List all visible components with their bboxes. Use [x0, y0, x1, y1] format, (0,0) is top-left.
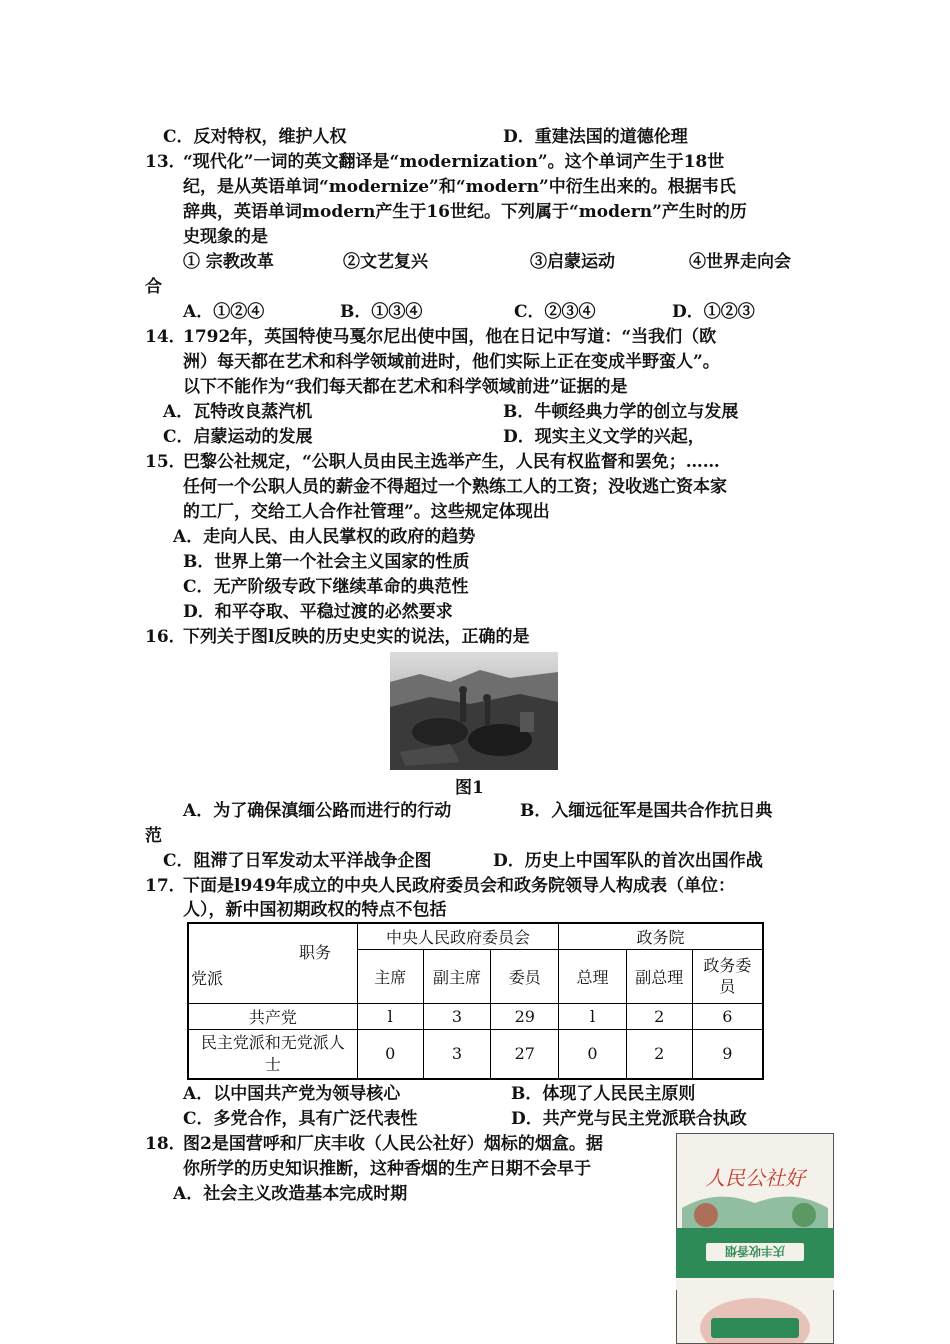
table-cell: 3 — [423, 1003, 491, 1029]
table-cell: 0 — [357, 1029, 423, 1079]
column-header: 委员 — [491, 949, 559, 1003]
q14-option-a: A．瓦特改良蒸汽机 — [163, 402, 313, 422]
corner-label-position: 职务 — [299, 943, 332, 962]
figure-1-photo — [390, 652, 558, 770]
q18-stem-line1: 图2是国营呼和厂庆丰收（人民公社好）烟标的烟盒。据 — [183, 1134, 603, 1154]
table-cell: 27 — [491, 1029, 559, 1079]
column-header: 主席 — [357, 949, 423, 1003]
q15-stem-line2: 任何一个公职人员的薪金不得超过一个熟练工人的工资；没收逃亡资本家 — [183, 477, 727, 497]
table-row — [188, 1003, 763, 1029]
table-cell: 29 — [491, 1003, 559, 1029]
q13-option-d: D．①②③ — [672, 302, 755, 322]
q15-option-a: A．走向人民、由人民掌权的政府的趋势 — [173, 527, 476, 547]
q15-option-c: C．无产阶级专政下继续革命的典范性 — [183, 577, 469, 597]
q18-number: 18． — [145, 1134, 186, 1154]
q15-stem-line3: 的工厂，交给工人合作社管理”。这些规定体现出 — [183, 502, 550, 522]
q13-item-4-wrap: 合 — [145, 277, 162, 297]
q16-option-b-wrap: 范 — [145, 826, 162, 846]
q12-option-c: C．反对特权，维护人权 — [163, 127, 347, 147]
q14-number: 14． — [145, 327, 186, 347]
column-header: 副主席 — [423, 949, 491, 1003]
row-party: 共产党 — [188, 1003, 357, 1029]
q15-number: 15． — [145, 452, 186, 472]
table-cell: 2 — [626, 1003, 692, 1029]
q13-stem-line2: 纪，是从英语单词“modernize”和“modern”中衍生出来的。根据韦氏 — [183, 177, 736, 197]
q12-option-d: D．重建法国的道德伦理 — [503, 127, 688, 147]
row-party: 民主党派和无党派人士 — [188, 1029, 357, 1079]
q13-option-c: C．②③④ — [514, 302, 596, 322]
q13-number: 13． — [145, 152, 186, 172]
q17-stem-line1: 下面是l949年成立的中央人民政府委员会和政务院领导人构成表（单位： — [183, 876, 735, 896]
table-cell: l — [559, 1003, 627, 1029]
table-cell: 0 — [559, 1029, 627, 1079]
q13-item-3: ③启蒙运动 — [530, 252, 615, 272]
column-header: 总理 — [559, 949, 627, 1003]
table-cell: l — [357, 1003, 423, 1029]
q13-option-a: A．①②④ — [183, 302, 265, 322]
q17-option-d: D．共产党与民主党派联合执政 — [511, 1109, 747, 1129]
q18-stem-line2: 你所学的历史知识推断，这种香烟的生产日期不会早于 — [183, 1159, 591, 1179]
q14-option-d: D．现实主义文学的兴起， — [503, 427, 705, 447]
q17-number: 17． — [145, 876, 186, 896]
q15-option-b: B．世界上第一个社会主义国家的性质 — [183, 552, 470, 572]
q16-number: 16． — [145, 627, 186, 647]
q16-option-c: C．阻滞了日军发动太平洋战争企图 — [163, 851, 432, 871]
q18-option-a: A．社会主义改造基本完成时期 — [173, 1184, 408, 1204]
figure-1-caption: 图1 — [455, 778, 484, 798]
q16-stem: 下列关于图l反映的历史史实的说法，正确的是 — [183, 627, 530, 647]
q13-item-4: ④世界走向会 — [689, 252, 791, 272]
column-header: 政务委员 — [692, 949, 763, 1003]
q15-stem-line1: 巴黎公社规定，“公职人员由民主选举产生，人民有权监督和罢免；…… — [183, 452, 720, 472]
q14-stem-line2: 洲）每天都在艺术和科学领域前进时，他们实际上正在变成半野蛮人”。 — [183, 352, 720, 372]
q17-stem-line2: 人），新中国初期政权的特点不包括 — [183, 900, 447, 920]
pack-brand-text: 庆丰收香烟 — [724, 1244, 786, 1258]
header-state-council: 政务院 — [559, 923, 763, 949]
q13-option-b: B．①③④ — [340, 302, 423, 322]
q16-option-b: B．入缅远征军是国共合作抗日典 — [520, 801, 773, 821]
q14-stem-line3: 以下不能作为“我们每天都在艺术和科学领域前进”证据的是 — [183, 377, 628, 397]
q13-stem-line1: “现代化”一词的英文翻译是“modernization”。这个单词产生于18世 — [183, 152, 725, 172]
q16-option-d: D．历史上中国军队的首次出国作战 — [493, 851, 763, 871]
q16-option-a: A．为了确保滇缅公路而进行的行动 — [183, 801, 452, 821]
corner-label-party: 党派 — [191, 969, 224, 988]
q13-item-2: ②文艺复兴 — [343, 252, 428, 272]
table-cell: 9 — [692, 1029, 763, 1079]
pack-title-text: 人民公社好 — [705, 1166, 805, 1190]
q14-option-b: B．牛顿经典力学的创立与发展 — [503, 402, 739, 422]
q14-option-c: C．启蒙运动的发展 — [163, 427, 313, 447]
q13-stem-line4: 史现象的是 — [183, 227, 268, 247]
q13-item-1: ① 宗教改革 — [183, 252, 274, 272]
q17-option-c: C．多党合作，具有广泛代表性 — [183, 1109, 418, 1129]
q13-stem-line3: 辞典，英语单词modern产生于16世纪。下列属于“modern”产生时的历 — [183, 202, 747, 222]
table-corner-cell — [188, 923, 357, 1003]
q17-option-b: B．体现了人民民主原则 — [511, 1084, 696, 1104]
q15-option-d: D．和平夺取、平稳过渡的必然要求 — [183, 602, 453, 622]
column-header: 副总理 — [626, 949, 692, 1003]
header-central-committee: 中央人民政府委员会 — [357, 923, 558, 949]
cigarette-pack-image — [676, 1133, 834, 1344]
table-cell: 3 — [423, 1029, 491, 1079]
q14-stem-line1: 1792年，英国特使马戛尔尼出使中国，他在日记中写道：“当我们（欧 — [183, 327, 717, 347]
table-cell: 2 — [626, 1029, 692, 1079]
leadership-table — [187, 922, 764, 1080]
table-row — [188, 1029, 763, 1079]
q17-option-a: A．以中国共产党为领导核心 — [183, 1084, 401, 1104]
table-cell: 6 — [692, 1003, 763, 1029]
